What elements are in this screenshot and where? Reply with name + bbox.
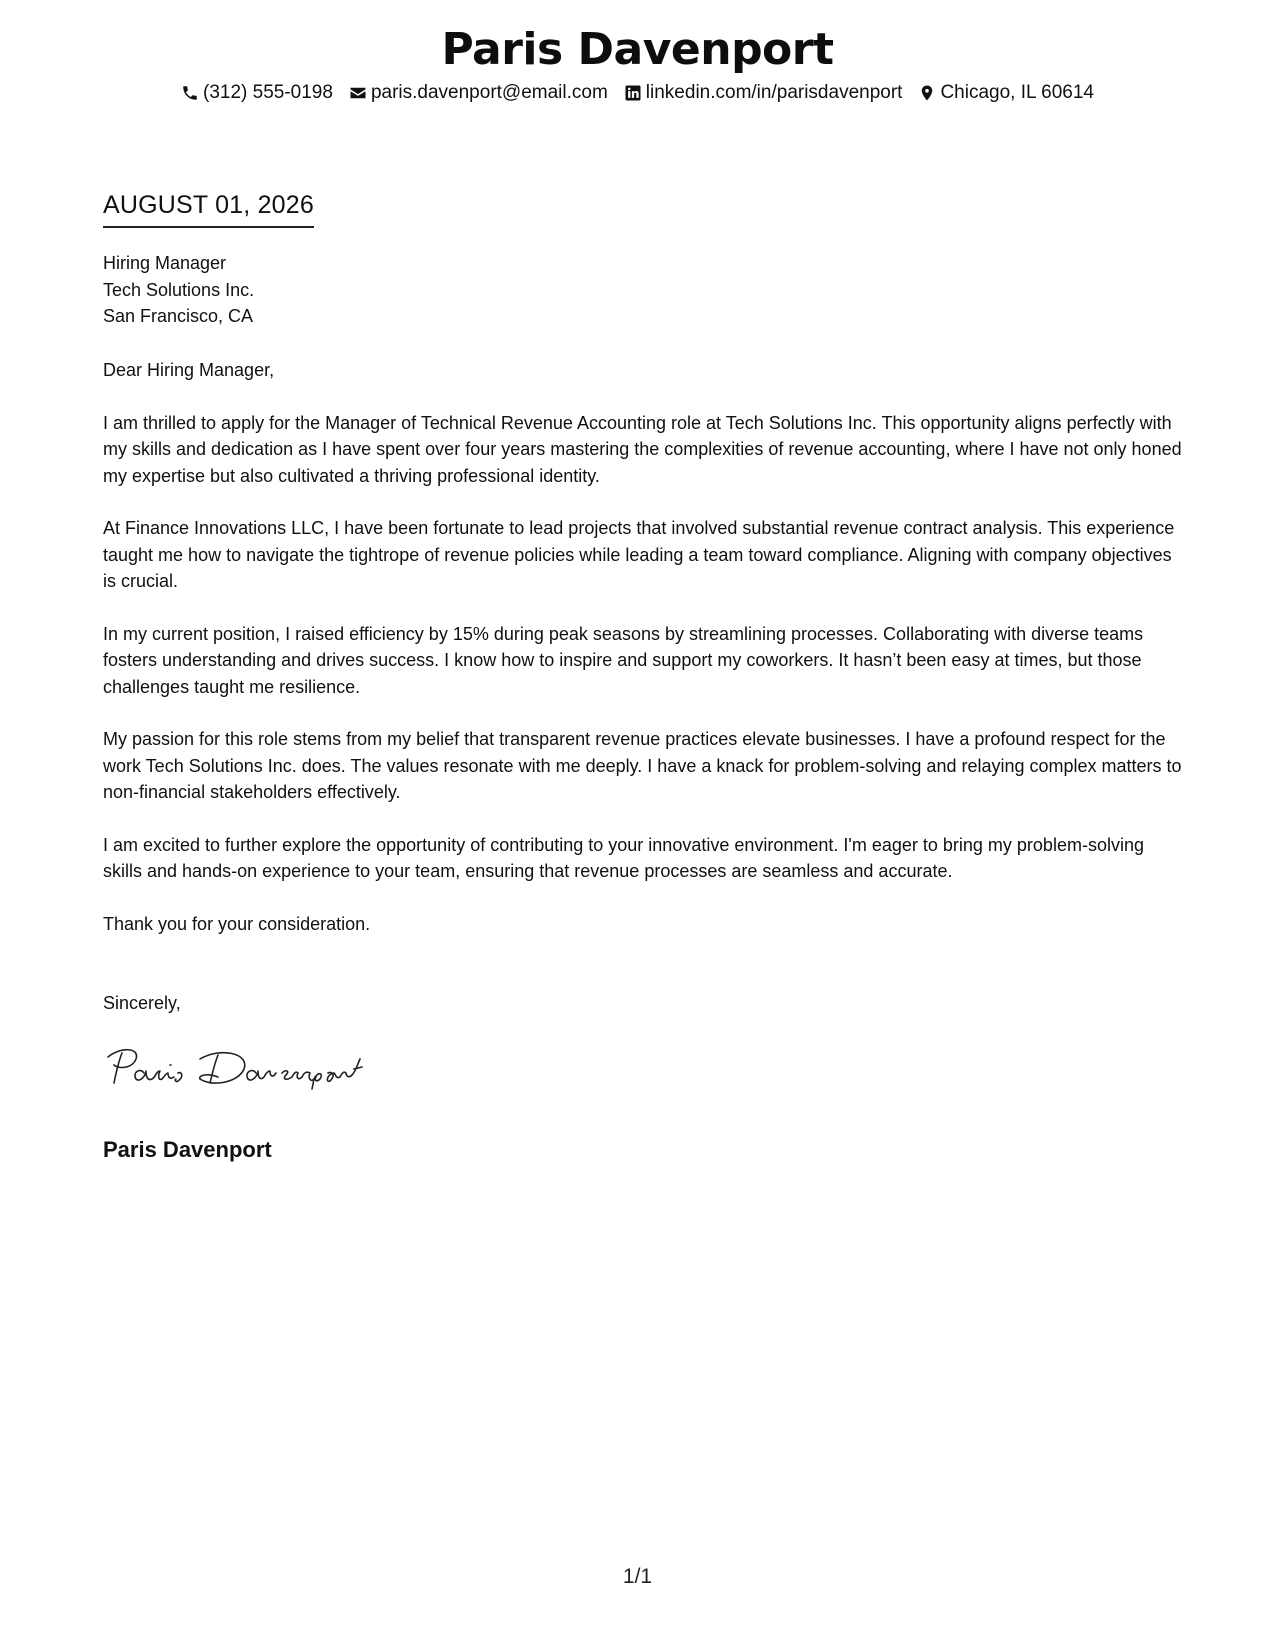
handwritten-signature [100,1043,370,1093]
body-paragraph-2: At Finance Innovations LLC, I have been fortunate to lead projects that involved substantial revenue contract analysis. This experience taught me how to navigate the tightrope of revenue policies while leading a team toward compliance. Aligning with company objectives is crucial. [103,518,1175,591]
envelope-icon [349,84,367,102]
linkedin-text: linkedin.com/in/parisdavenport [645,82,903,103]
page-indicator: 1/1 [622,1565,653,1588]
phone-icon [181,84,199,102]
contact-email[interactable] [349,82,608,104]
recipient-company: Tech Solutions Inc. [103,279,255,300]
location-text: Chicago, IL 60614 [940,82,1094,103]
thank-you-line: Thank you for your consideration. [103,913,371,934]
letter-date: AUGUST 01, 2026 [103,190,314,228]
recipient-title: Hiring Manager [103,253,227,273]
body-paragraph-3: In my current position, I raised efficiency by 15% during peak seasons by streamlining processes. Collaborating with diverse teams fosters understanding and drives success. I know how to inspire and support my coworkers. It hasn’t been easy at times, but those challenges taught me resilience. [103,623,1144,697]
linkedin-icon [624,84,642,102]
email-text: paris.davenport@email.com [370,82,608,103]
body-paragraph-5: I am excited to further explore the opportunity of contributing to your innovative environment. I'm eager to bring my problem-solving skills and hands-on experience to your team, ensuring that revenue processes are seamless and accurate. [103,834,1144,881]
applicant-name: Paris Davenport [441,24,834,75]
signer-name: Paris Davenport [103,1137,272,1162]
body-paragraph-1: I am thrilled to apply for the Manager of Technical Revenue Accounting role at Tech Solutions Inc. This opportunity aligns perfectly with my skills and dedication as I have spent over four years mastering the complexities of revenue accounting, where I have not only honed my expertise but also cultivated a thriving professional identity. [103,412,1182,486]
recipient-block [103,250,254,330]
recipient-location: San Francisco, CA [103,306,254,326]
contact-phone [181,82,333,104]
body-paragraph-4: My passion for this role stems from my belief that transparent revenue practices elevate businesses. I have a profound respect for the work Tech Solutions Inc. does. The values resonate with me deeply. I have a knack for problem-solving and relaying complex matters to non-financial stakeholders effectively. [103,729,1182,802]
contact-bar [0,82,1275,104]
salutation: Dear Hiring Manager, [103,360,275,380]
map-pin-icon [918,84,936,102]
phone-text: (312) 555-0198 [203,82,333,103]
contact-location [918,82,1094,104]
contact-linkedin[interactable] [624,82,903,104]
letter-header [0,20,1275,104]
letter-body [103,357,1183,963]
closing: Sincerely, [103,993,181,1013]
